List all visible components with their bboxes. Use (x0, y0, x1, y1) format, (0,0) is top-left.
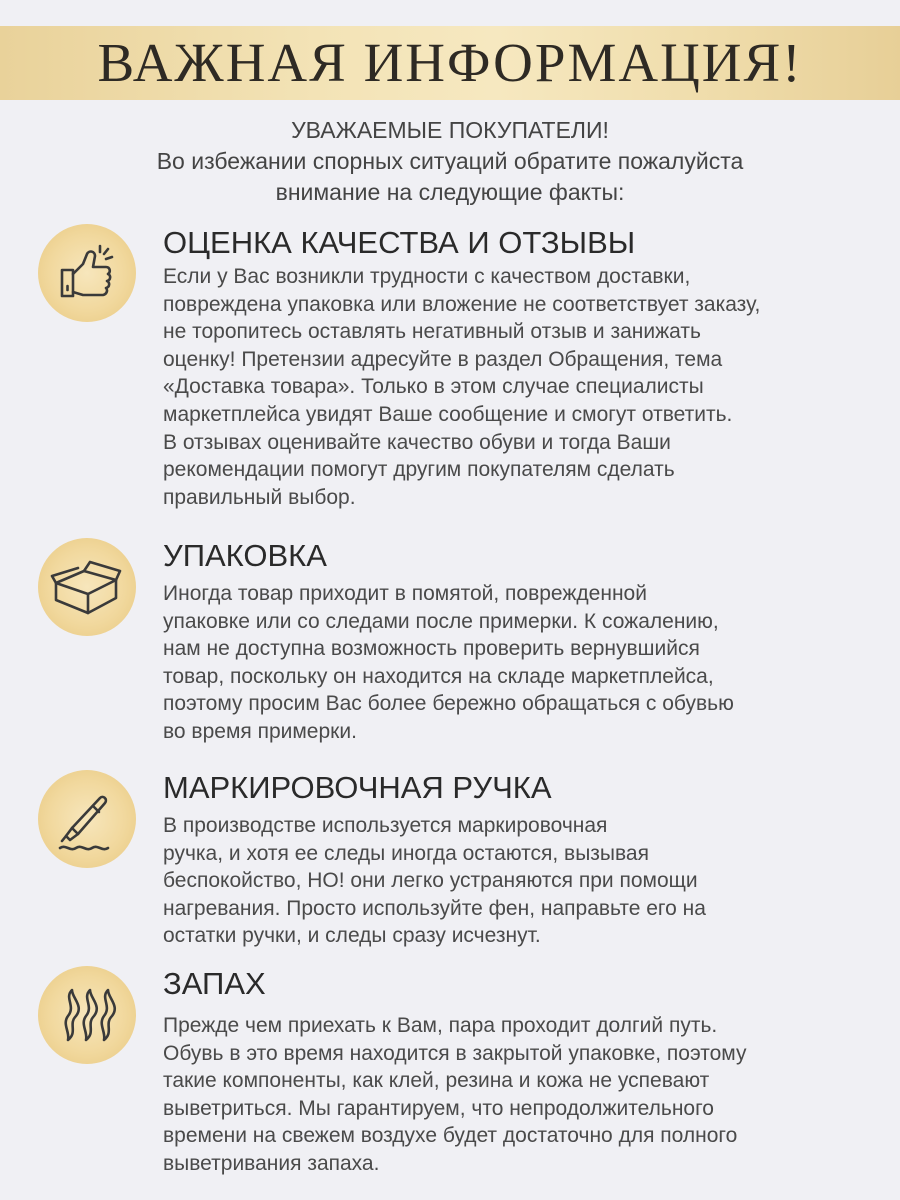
body-line: во время примерки. (163, 719, 357, 743)
intro-line: Во избежании спорных ситуаций обратите пожалуйста (156, 148, 744, 174)
body-line: В производстве используется маркировочная (163, 814, 608, 837)
body-line: выветривания запаха. (163, 1151, 380, 1175)
body-line: «Доставка товара». Только в этом случае специалисты (163, 375, 704, 399)
intro-text (0, 115, 900, 208)
body-line: упаковке или со следами после примерки. К сожалению, (163, 609, 719, 633)
body-line: не торопитесь оставлять негативный отзыв и занижать (163, 320, 701, 344)
section-title: МАРКИРОВОЧНАЯ РУЧКА (163, 770, 552, 805)
intro-line: внимание на следующие факты: (275, 179, 625, 205)
section-body (163, 1012, 883, 1178)
section-title: ОЦЕНКА КАЧЕСТВА И ОТЗЫВЫ (163, 225, 636, 260)
intro-line: УВАЖАЕМЫЕ ПОКУПАТЕЛИ! (291, 117, 609, 143)
body-line: нагревания. Просто используйте фен, направьте его на (163, 896, 706, 920)
body-line: правильный выбор. (163, 485, 356, 509)
body-line: поэтому просим Вас более бережно обращаться с обувью (163, 692, 734, 716)
body-line: рекомендации помогут другим покупателям сделать (163, 458, 675, 482)
body-line: времени на свежем воздухе будет достаточно для полного (163, 1124, 738, 1148)
page-title: ВАЖНАЯ ИНФОРМАЦИЯ! (97, 32, 803, 93)
section-body (163, 812, 883, 950)
body-line: нам не доступна возможность проверить вернувшийся (163, 637, 700, 661)
body-line: такие компоненты, как клей, резина и кожа не успевают (163, 1069, 710, 1093)
body-line: Иногда товар приходит в помятой, поврежденной (163, 582, 647, 605)
body-line: оценку! Претензии адресуйте в раздел Обращения, тема (163, 347, 723, 371)
body-line: Прежде чем приехать к Вам, пара проходит долгий путь. (163, 1014, 718, 1037)
section-body (163, 263, 883, 511)
section-body (163, 580, 883, 746)
thumbs-up-icon (38, 224, 136, 322)
smell-waves-icon (38, 966, 136, 1064)
body-line: В отзывах оценивайте качество обуви и тогда Ваши (163, 430, 671, 454)
section-title: ЗАПАХ (163, 966, 266, 1001)
body-line: повреждена упаковка или вложение не соответствует заказу, (163, 292, 761, 316)
body-line: маркетплейса увидят Ваше сообщение и смогут ответить. (163, 402, 733, 426)
open-box-icon (38, 538, 136, 636)
body-line: товар, поскольку он находится на складе маркетплейса, (163, 664, 714, 688)
body-line: беспокойство, НО! они легко устраняются при помощи (163, 869, 698, 893)
section-title: УПАКОВКА (163, 538, 327, 573)
body-line: Обувь в это время находится в закрытой упаковке, поэтому (163, 1041, 747, 1065)
marker-pen-icon (38, 770, 136, 868)
body-line: Если у Вас возникли трудности с качеством доставки, (163, 265, 691, 288)
body-line: ручка, и хотя ее следы иногда остаются, вызывая (163, 841, 649, 865)
body-line: выветриться. Мы гарантируем, что непродолжительного (163, 1096, 714, 1120)
body-line: остатки ручки, и следы сразу исчезнут. (163, 924, 541, 948)
title-banner (0, 26, 900, 100)
